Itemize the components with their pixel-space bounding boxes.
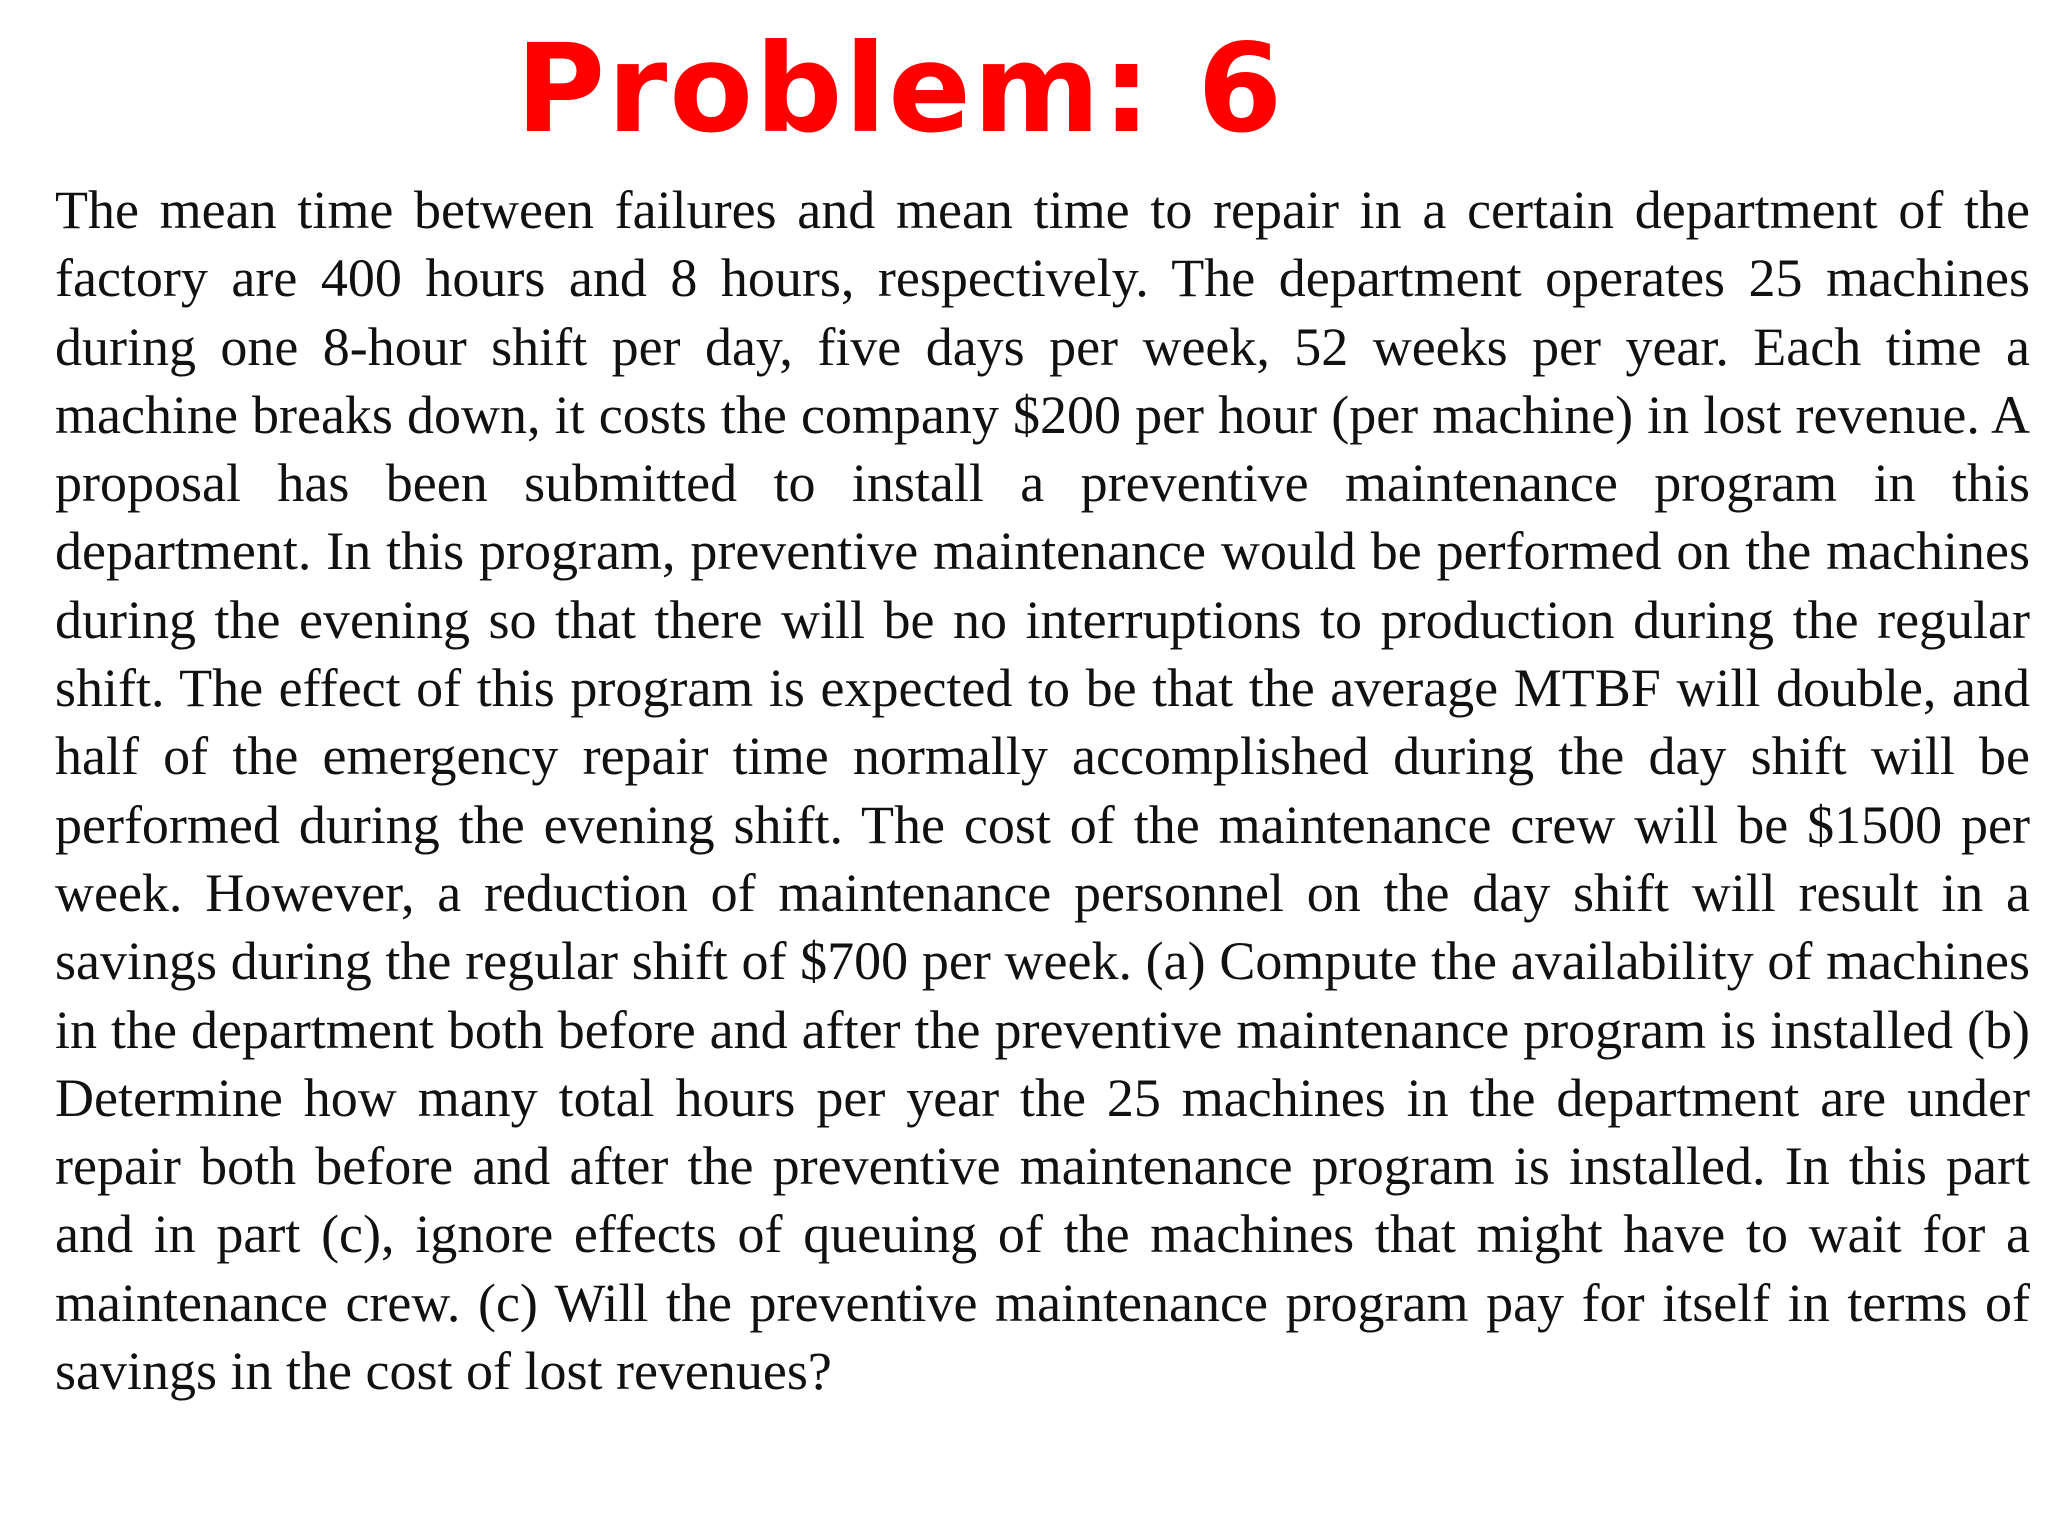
problem-statement: The mean time between failures and mean time to repair in a certain department of the factory are 400 hours and 8 hours, respectively. The department operates 25 machines during one 8-hour shift per day, five days per week, 52 weeks per year. Each time a machine breaks down, it costs the company $200 per hour (per machine) in lost revenue. A proposal has been submitted to install a preventive maintenance program in this department. In this program, preventive maintenance would be performed on the machines during the evening so that there will be no interruptions to production during the regular shift. The effect of this program is expected to be that the average MTBF will double, and half of the emergency repair time normally accomplished during the day shift will be performed during the evening shift. The cost of the maintenance crew will be $1500 per week. However, a reduction of maintenance personnel on the day shift will result in a savings during the regular shift of $700 per week. (a) Compute the availability of machines in the department both before and after the preventive maintenance program is installed (b) Determine how many total hours per year the 25 machines in the department are under repair both before and after the preventive maintenance program is installed. In this part and in part (c), ignore effects of queuing of the machines that might have to wait for a maintenance crew. (c) Will the preventive maintenance program pay for itself in terms of savings in the cost of lost revenues?: [55, 180, 2030, 1402]
problem-title: Problem: 6: [515, 18, 1285, 160]
